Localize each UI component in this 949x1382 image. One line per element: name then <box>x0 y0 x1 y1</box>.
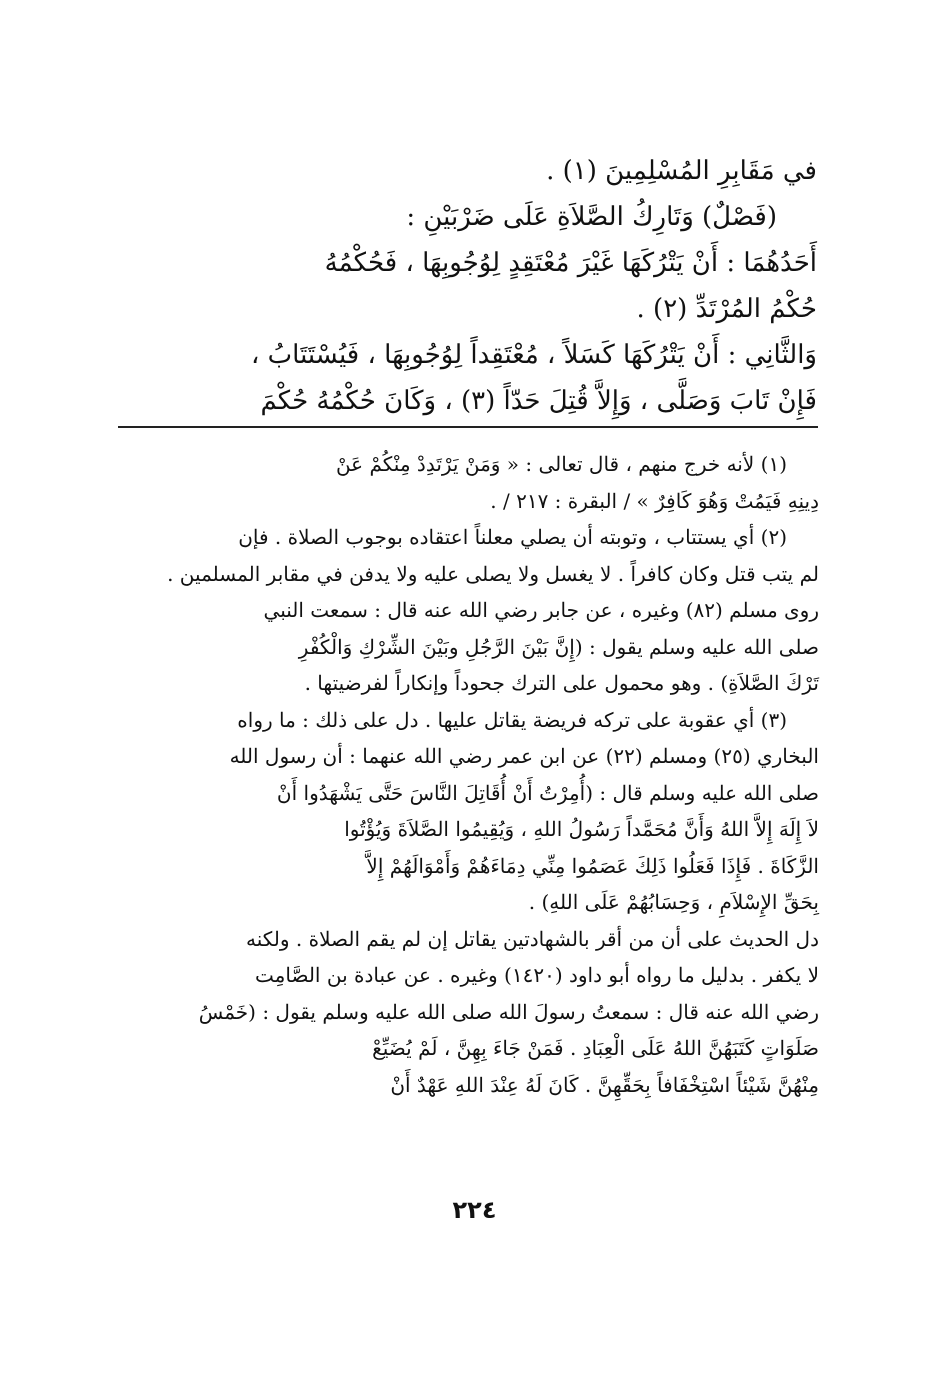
main-text-line: حُكْمُ المُرْتَدِّ (٢) . <box>636 294 817 324</box>
footnote-3: (٣) أي عقوبة على تركه فريضة يقاتل عليها . دل على ذلك : ما رواه <box>237 707 787 732</box>
footnote-line: صَلَوَاتٍ كَتَبَهُنَّ اللهُ عَلَى الْعِبَادِ . فَمَنْ جَاءَ بِهِنَّ ، لَمْ يُضَيِّعْ <box>372 1036 819 1060</box>
footnote-line: صلى الله عليه وسلم يقول : (إِنَّ بَيْنَ الرَّجُلِ وبَيْنَ الشِّرْكِ وَالْكُفْرِ <box>298 634 819 659</box>
footnote-line: روى مسلم (٨٢) وغيره ، عن جابر رضي الله عنه قال : سمعت النبي <box>263 598 819 622</box>
footnote-line: مِنْهُنَّ شَيْئاً اسْتِخْفَافاً بِحَقِّهِنَّ . كَانَ لَهُ عِنْدَ اللهِ عَهْدٌ أَنْ <box>390 1072 819 1097</box>
main-text <box>127 148 817 424</box>
footnote-line: لا يكفر . بدليل ما رواه أبو داود (١٤٢٠) وغيره . عن عبادة بن الصَّامِت <box>255 963 819 987</box>
footnote-line: لاَ إِلَهَ إِلاَّ اللهُ وَأَنَّ مُحَمَّداً رَسُولُ اللهِ ، وَيُقِيمُوا الصَّلاَةَ وَيُؤْتُوا <box>344 817 819 841</box>
footnote-divider <box>118 426 818 428</box>
footnote-1: (١) لأنه خرج منهم ، قال تعالى : « وَمَنْ يَرْتَدِدْ مِنْكُمْ عَنْ <box>335 452 787 476</box>
footnotes <box>119 446 819 1103</box>
section-heading: (فَصْلٌ) وَتَارِكُ الصَّلاَةِ عَلَى ضَرْبَيْنِ : <box>406 202 777 232</box>
footnote-2: (٢) أي يستتاب ، وتوبته أن يصلي معلناً اعتقاده بوجوب الصلاة . فإن <box>238 525 787 549</box>
footnote-line: دل الحديث على أن من أقر بالشهادتين يقاتل إن لم يقم الصلاة . ولكنه <box>246 926 819 951</box>
page-number: ٢٢٤ <box>452 1196 497 1224</box>
footnote-line: بِحَقِّ الإِسْلاَمِ ، وَحِسَابُهُمْ عَلَى اللهِ) . <box>528 890 819 914</box>
footnote-line: لم يتب قتل وكان كافراً . لا يغسل ولا يصلى عليه ولا يدفن في مقابر المسلمين . <box>167 561 819 586</box>
main-text-line: فَإِنْ تَابَ وَصَلَّى ، وَإِلاَّ قُتِلَ حَدّاً (٣) ، وَكَانَ حُكْمُهُ حُكْمَ <box>260 386 817 416</box>
main-text-line: وَالثَّانِي : أَنْ يَتْرُكَهَا كَسَلاً ، مُعْتَقِداً لِوُجُوبِهَا ، فَيُسْتَتَابُ ، <box>251 340 817 370</box>
footnote-line: رضي الله عنه قال : سمعتُ رسولَ الله صلى الله عليه وسلم يقول : (خَمْسُ <box>198 999 819 1024</box>
footnote-line: صلى الله عليه وسلم قال : (أُمِرْتُ أَنْ أُقَاتِلَ النَّاسَ حَتَّى يَشْهَدُوا أَنْ <box>276 780 819 805</box>
main-text-line: أَحَدُهُمَا : أَنْ يَتْرُكَهَا غَيْرَ مُعْتَقِدٍ لِوُجُوبِهَا ، فَحُكْمُهُ <box>324 248 817 278</box>
footnote-line: البخاري (٢٥) ومسلم (٢٢) عن ابن عمر رضي الله عنهما : أن رسول الله <box>229 744 819 768</box>
main-text-line: في مَقَابِرِ المُسْلِمِينَ (١) . <box>546 156 817 186</box>
footnote-line: الزَّكَاةَ . فَإِذَا فَعَلُوا ذَلِكَ عَصَمُوا مِنِّي دِمَاءَهُمْ وَأَمْوَالَهُمْ إِلاَّ <box>366 853 819 878</box>
footnote-line: تَرْكَ الصَّلاَةِ) . وهو محمول على الترك جحوداً وإنكاراً لفرضيتها . <box>304 671 819 695</box>
footnote-line: دِينِهِ فَيَمُتْ وَهُوَ كَافِرٌ » / البقرة : ٢١٧ / . <box>490 488 819 513</box>
